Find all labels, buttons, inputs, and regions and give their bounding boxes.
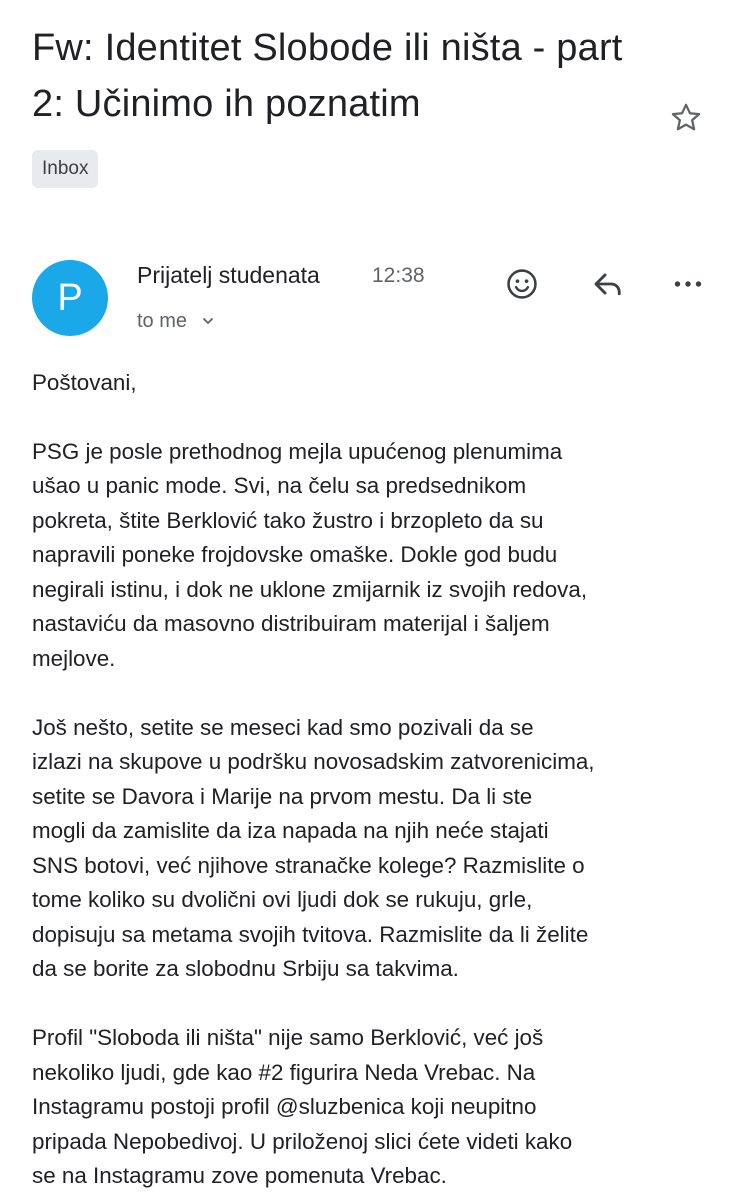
chevron-down-icon (201, 314, 215, 328)
more-options-icon[interactable] (666, 262, 710, 306)
reply-icon[interactable] (586, 262, 630, 306)
avatar[interactable]: P (32, 260, 108, 336)
body-paragraph: Još nešto, setite se meseci kad smo pozivali da se izlazi na skupove u podršku novosadskim zatvorenicima, setite se Davora i Marije na prvom mestu. Da li ste mogli da zamislite da iza napada na njih neće stajati SNS botovi, već njihove stranačke kolege? Razmislite o tome koliko su dvolični ovi ljudi dok se rukuju, grle, dopisuju sa metama svojih tvitova. Razmislite da li želite da se borite za slobodnu Srbiju sa takvima. (32, 714, 595, 981)
recipient-details-toggle[interactable] (137, 305, 215, 337)
emoji-reaction-icon[interactable] (500, 262, 544, 306)
star-icon[interactable] (664, 96, 708, 140)
recipient-text: to me (137, 310, 188, 332)
body-paragraph: PSG je posle prethodnog mejla upućenog plenumima ušao u panic mode. Svi, na čelu sa predsednikom pokreta, štite Berklović tako žustro i brzopleto da su napravili poneke frojdovske omaške. Dokle god budu negirali istinu, i dok ne uklone zmijarnik iz svojih redova, nastaviću da masovno distribuiram materijal i šaljem mejlove. (32, 438, 588, 671)
sent-time: 12:38 (372, 264, 425, 287)
inbox-label[interactable]: Inbox (32, 150, 98, 188)
email-body (32, 366, 722, 1200)
sender-name[interactable]: Prijatelj studenata (137, 262, 320, 288)
greeting: Poštovani, (32, 370, 137, 395)
body-paragraph: Profil "Sloboda ili ništa" nije samo Berklović, već još nekoliko ljudi, gde kao #2 figurira Neda Vrebac. Na Instagramu postoji profil @sluzbenica koji neupitno pripada Nepobedivoj. U priloženoj slici ćete videti kako se na Instagramu zove pomenuta Vrebac. (32, 1025, 573, 1188)
email-subject: Fw: Identitet Slobode ili ništa - part 2: Učinimo ih poznatim (32, 27, 623, 125)
subject-header (32, 20, 712, 132)
